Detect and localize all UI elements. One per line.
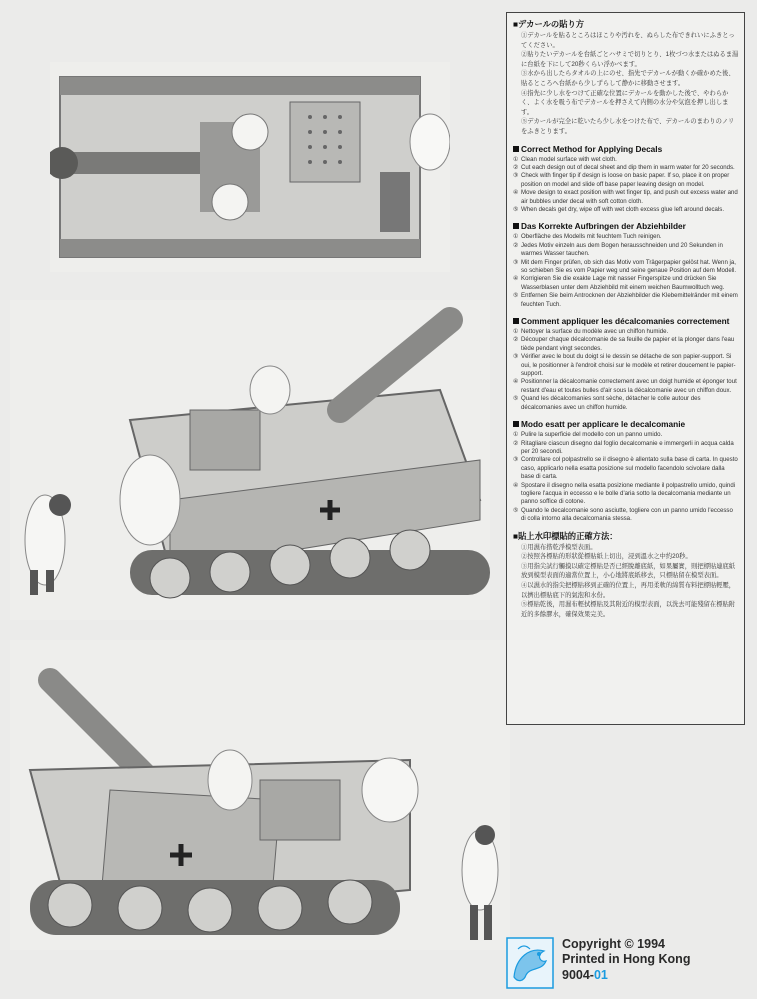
section-italian — [513, 419, 739, 523]
vehicle-side-view-photo — [10, 300, 490, 620]
step-number: ② — [513, 242, 519, 249]
printed-location-text: Printed in Hong Kong — [562, 952, 691, 966]
square-bullet-icon — [513, 421, 519, 427]
step-text: Entfernen Sie beim Antrocknen der Abziehbilder die Klebemittelränder mit einem feuchten Tuch. — [521, 292, 738, 308]
step-text: Spostare il disegno nella esatta posizione mediante il polpastrello umido, quindi togliere l'acqua in eccesso e le bolle d'aria sotto la decalcomania mediante un panno soffice di cotone. — [521, 481, 736, 506]
step-text: ④以濕水的指尖把標貼移到正確的位置上，再用柔軟的綿質布料把標貼輕壓，以擠出標貼底下的氣泡和水份。 — [521, 581, 736, 599]
step-text: Jedes Motiv einzeln aus dem Bogen herausschneiden und 20 Sekunden in warmes Wasser tauchen. — [521, 241, 723, 258]
step-text: Mit dem Finger prüfen, ob sich das Motiv vom Trägerpapier gelöst hat. Wenn ja, so schieben Sie es vom Papier weg und seine genaue Position auf dem Modell. — [521, 258, 737, 274]
step-text: ③用指尖試行觸摸以確定標貼是否已經脫離底紙，如果屬實，則把標貼連底紙放到模型表面的適當位置上，小心地將底紙移去，只標貼留在模型表面。 — [521, 562, 736, 580]
square-bullet-icon — [513, 318, 519, 324]
step-text: Vérifier avec le bout du doigt si le dessin se détache de son papier-support. Si oui, le positionner à l'endroit choisi sur le modèle et retirer doucement le papier-support. — [521, 353, 736, 378]
step-text: When decals get dry, wipe off with wet cloth excess glue left around decals. — [521, 205, 725, 213]
step-text: Oberfläche des Modells mit feuchtem Tuch reinigen. — [521, 233, 662, 241]
step-text: ③水から出したらタオルの上にのせ、指先でデカールが動くか確かめた後、貼るところへ台紙から少しずらして静かに移動させます。 — [521, 70, 735, 87]
decal-instructions-panel — [506, 12, 745, 725]
step-text: Quando le decalcomanie sono asciutte, togliere con un panno umido l'eccesso di colla intorno alla decalcomania stessa. — [521, 506, 733, 523]
step-number: ④ — [513, 379, 519, 386]
step-text: Découper chaque décalcomanie de sa feuille de papier et la plonger dans l'eau tiède pendant vingt secondes. — [521, 336, 735, 352]
product-code-suffix: 01 — [593, 968, 608, 982]
section-heading: Das Korrekte Aufbringen der Abziehbilder — [521, 221, 686, 232]
section-japanese — [513, 19, 739, 137]
step-text: ②貼りたいデカールを台紙ごとハサミで切りとり、1枚づつ水またはぬるま湯に台紙を下にして20秒くらい浮かべます。 — [521, 51, 739, 68]
step-number: ④ — [513, 482, 519, 489]
step-number: ② — [513, 337, 519, 344]
step-number: ⑤ — [513, 293, 519, 300]
step-number: ① — [513, 329, 519, 336]
step-text: Positionner la décalcomanie correctement avec un doigt humide et éponger tout restant d'eau et toutes bulles d'air sous la décalcomanie avec un chiffon doux. — [521, 378, 737, 394]
step-number: ⑤ — [513, 206, 519, 213]
section-english — [513, 144, 739, 215]
step-text: Controllare col polpastrello se il disegno è allentato sulla base di carta. In questo caso, applicarlo nella esatta posizione sul modello facendolo scivolare dalla base di carta. — [521, 456, 738, 481]
copyright-text: Copyright © 1994 — [562, 937, 665, 951]
step-text: ②按照各標貼的形狀從標貼紙上切出，浸到溫水之中約20秒。 — [521, 553, 692, 561]
step-text: ⑤デカールが完全に乾いたら少し水をつけた布で、デカールのまわりのノリをふきとります。 — [521, 118, 735, 135]
vehicle-top-view-photo — [50, 62, 450, 272]
vehicle-rear-view-photo — [10, 640, 510, 950]
section-chinese — [513, 531, 739, 620]
step-text: Clean model surface with wet cloth. — [521, 155, 617, 163]
step-number: ② — [513, 440, 519, 447]
step-number: ⑤ — [513, 396, 519, 403]
step-number: ⑤ — [513, 507, 519, 514]
section-heading: Comment appliquer les décalcomanies correctement — [521, 316, 730, 327]
step-text: Ritagliare ciascun disegno dal foglio decalcomanie e immergerli in acqua calda per 20 secondi. — [521, 439, 734, 455]
section-french — [513, 316, 739, 412]
step-text: Pulire la superficie del modello con un panno umido. — [521, 431, 663, 439]
step-text: ①用濕布揩乾淨模型表面。 — [521, 543, 597, 551]
step-number: ④ — [513, 190, 519, 197]
dragon-logo-icon — [506, 937, 554, 989]
step-number: ① — [513, 156, 519, 163]
section-german — [513, 221, 739, 309]
square-bullet-icon — [513, 146, 519, 152]
step-number: ① — [513, 234, 519, 241]
product-code — [562, 968, 608, 982]
step-number: ③ — [513, 457, 519, 464]
step-text: Korrigieren Sie die exakte Lage mit nasser Fingerspitze und drücken Sie Wasserblasen unter dem Abziehbild mit einem weichen Baumwolltuch weg. — [521, 275, 725, 291]
square-bullet-icon — [513, 223, 519, 229]
section-heading: ■デカールの貼り方 — [513, 19, 585, 29]
step-text: Move design to exact position with wet finger tip, and push out excess water and air bubbles under decal with soft cotton cloth. — [521, 189, 738, 205]
step-number: ③ — [513, 354, 519, 361]
section-heading: Correct Method for Applying Decals — [521, 143, 663, 154]
step-text: ⑤標貼乾後，用濕布輕拭標貼及其附近的模型表面，以洗去可能殘留在標貼附近的多餘膠水，確保效果完美。 — [521, 601, 736, 618]
step-number: ③ — [513, 173, 519, 180]
step-text: Check with finger tip if design is loose on basic paper. If so, place it on proper position on model and slide off base paper leaving design on model. — [521, 172, 730, 188]
section-heading: Modo esatt per applicare le decalcomanie — [521, 419, 686, 430]
step-text: Cut each design out of decal sheet and dip them in warm water for 20 seconds. — [521, 163, 735, 171]
step-text: ④指先に少し水をつけて正確な位置にデカールを動かした後で、やわらかく、よく水を吸う布でデカールを押さえて内側の水分や気泡を押し出します。 — [521, 89, 729, 116]
step-number: ② — [513, 164, 519, 171]
step-text: Quand les décalcomanies sont sèche, détacher le colle autour des décalcomanies avec un chiffon humide. — [521, 395, 701, 411]
step-text: ①デカールを貼るところはほこりや汚れを、ぬらした布できれいにふきとってください。 — [521, 32, 735, 49]
section-heading: ■貼上水印標貼的正確方法： — [513, 530, 618, 541]
step-number: ③ — [513, 259, 519, 266]
footer — [506, 937, 751, 992]
product-code-prefix: 9004- — [562, 968, 594, 982]
step-text: Nettoyer la surface du modèle avec un chiffon humide. — [521, 328, 669, 336]
step-number: ① — [513, 432, 519, 439]
step-number: ④ — [513, 276, 519, 283]
